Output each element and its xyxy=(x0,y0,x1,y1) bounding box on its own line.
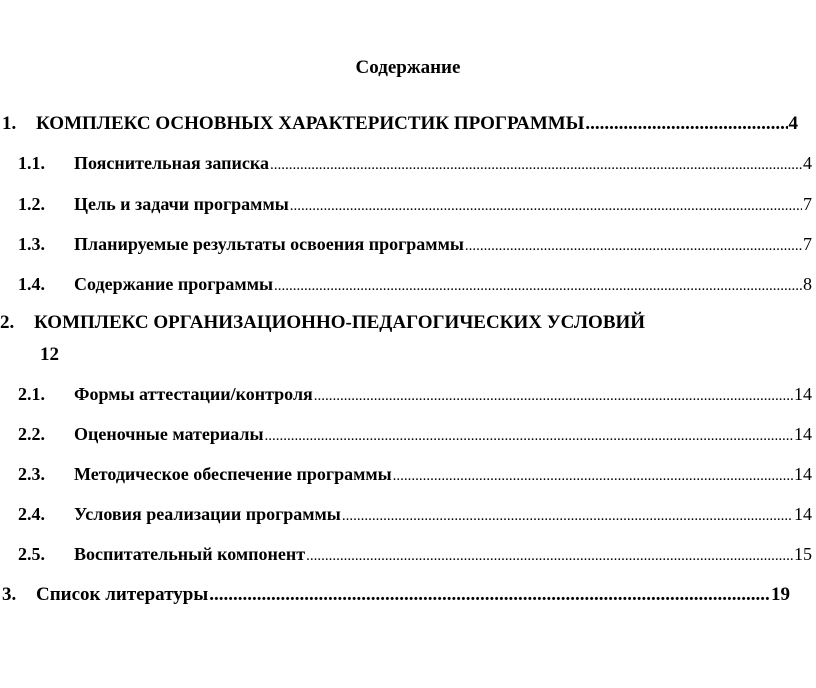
toc-item-1-3[interactable] xyxy=(18,234,812,255)
toc-page-number: 14 xyxy=(794,424,812,444)
toc-item-label: Методическое обеспечение программы xyxy=(74,464,392,484)
toc-page-number: 12 xyxy=(40,344,59,365)
toc-item-1-1[interactable] xyxy=(18,153,812,174)
toc-leader-dots xyxy=(209,584,770,606)
toc-item-number: 2.1. xyxy=(18,384,45,404)
toc-item-number: 1.1. xyxy=(18,153,45,173)
toc-item-2-2[interactable] xyxy=(18,424,812,445)
toc-item-1-2[interactable] xyxy=(18,194,812,215)
toc-leader-dots xyxy=(270,157,802,174)
toc-title: Содержание xyxy=(355,57,461,78)
toc-section-label: КОМПЛЕКС ОРГАНИЗАЦИОННО-ПЕДАГОГИЧЕСКИХ УСЛОВИЙ xyxy=(34,312,646,333)
toc-page-number: 14 xyxy=(794,464,812,484)
toc-leader-dots xyxy=(265,428,793,445)
toc-leader-dots xyxy=(342,508,793,525)
toc-item-label: Оценочные материалы xyxy=(74,424,264,444)
toc-page-number: 19 xyxy=(771,584,790,605)
toc-page-number: 15 xyxy=(794,544,812,564)
toc-item-1-4[interactable] xyxy=(18,274,812,295)
toc-item-number: 1.4. xyxy=(18,274,45,294)
toc-section-1[interactable] xyxy=(2,113,798,135)
toc-item-label: Планируемые результаты освоения программы xyxy=(74,234,464,254)
toc-item-label: Воспитательный компонент xyxy=(74,544,306,564)
toc-leader-dots xyxy=(306,548,793,565)
toc-item-label: Цель и задачи программы xyxy=(74,194,289,214)
toc-item-number: 2.3. xyxy=(18,464,45,484)
toc-section-label: Список литературы xyxy=(36,584,209,605)
toc-page-number: 7 xyxy=(803,234,812,254)
toc-item-label: Условия реализации программы xyxy=(74,504,341,524)
toc-item-number: 2.4. xyxy=(18,504,45,524)
toc-item-label: Пояснительная записка xyxy=(74,153,270,173)
toc-page-number: 4 xyxy=(788,113,798,134)
toc-section-label: КОМПЛЕКС ОСНОВНЫХ ХАРАКТЕРИСТИК ПРОГРАММЫ xyxy=(36,113,585,134)
toc-item-label: Содержание программы xyxy=(74,274,274,294)
toc-item-label: Формы аттестации/контроля xyxy=(74,384,313,404)
toc-section-number: 3. xyxy=(2,584,17,605)
toc-leader-dots xyxy=(393,468,793,485)
toc-page-number: 8 xyxy=(803,274,812,294)
toc-item-2-5[interactable] xyxy=(18,544,812,565)
toc-item-2-1[interactable] xyxy=(18,384,812,405)
toc-section-number: 2. xyxy=(0,312,15,333)
toc-item-number: 1.3. xyxy=(18,234,45,254)
toc-leader-dots xyxy=(314,388,793,405)
toc-leader-dots xyxy=(585,113,787,135)
toc-item-2-3[interactable] xyxy=(18,464,812,485)
toc-item-number: 1.2. xyxy=(18,194,45,214)
toc-page-number: 4 xyxy=(803,153,812,173)
toc-item-2-4[interactable] xyxy=(18,504,812,525)
toc-item-number: 2.5. xyxy=(18,544,45,564)
toc-page-number: 14 xyxy=(794,504,812,524)
toc-section-number: 1. xyxy=(2,113,17,134)
toc-leader-dots xyxy=(290,198,802,215)
toc-item-number: 2.2. xyxy=(18,424,45,444)
toc-section-3[interactable] xyxy=(2,584,790,606)
toc-page-number: 14 xyxy=(794,384,812,404)
toc-leader-dots xyxy=(465,238,802,255)
toc-leader-dots xyxy=(274,278,802,295)
toc-page-number: 7 xyxy=(803,194,812,214)
